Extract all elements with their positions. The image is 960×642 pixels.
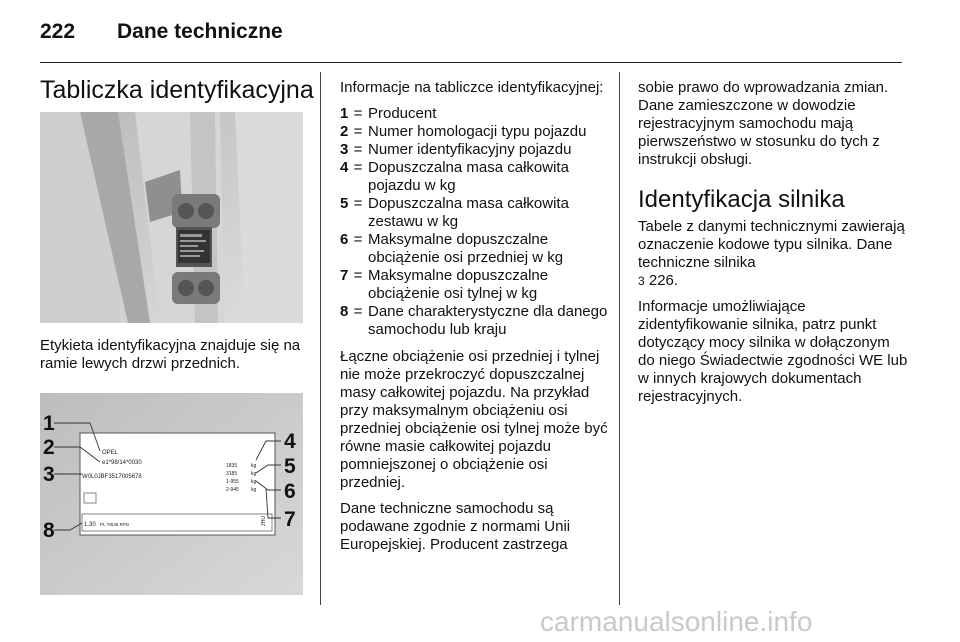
legend-equals: = bbox=[353, 141, 363, 158]
legend-equals: = bbox=[353, 231, 363, 248]
engine-identification-paragraph: Informacje umożliwiające zidentyfikowanie silnika, patrz punkt dotyczący mocy silnika w dołączonym do niego Świadectwie zgodności WE lub w innych krajowych dokumentach rejestracyjnych. bbox=[638, 298, 908, 405]
page-reference-arrow-icon: 3 bbox=[638, 274, 645, 288]
legend-number: 6 bbox=[340, 231, 349, 248]
photo-caption: Etykieta identyfikacyjna znajduje się na ramie lewych drzwi przednich. bbox=[40, 337, 301, 372]
legend-number: 3 bbox=[340, 141, 349, 158]
legend-text: Dane charakterystyczne dla danego samochodu lub kraju bbox=[368, 303, 608, 338]
rights-paragraph: sobie prawo do wprowadzania zmian. Dane zamieszczone w dowodzie rejestracyjnym samochodu mają pierwszeństwo w stosunku do tych z instrukcji obsługi. bbox=[638, 79, 889, 168]
callout-3: 3 bbox=[43, 463, 55, 486]
engine-tables-paragraph bbox=[638, 218, 910, 290]
legend-equals: = bbox=[353, 159, 363, 176]
plate-diagram bbox=[40, 393, 303, 595]
info-intro: Informacje na tabliczce identyfikacyjnej: bbox=[340, 79, 604, 96]
plate-unit-2: kg bbox=[251, 471, 257, 477]
plate-weight-4: 2-945 bbox=[226, 487, 239, 493]
plate-bottom-code: 1.30 bbox=[84, 522, 96, 528]
legend-number: 4 bbox=[340, 159, 349, 176]
engine-section-title: Identyfikacja silnika bbox=[638, 186, 845, 213]
legend-text: Producent bbox=[368, 105, 437, 122]
legend-item bbox=[340, 195, 610, 231]
legend-equals: = bbox=[353, 267, 363, 284]
plate-approval: e1*98/14*0030 bbox=[102, 460, 142, 466]
legend-item bbox=[340, 123, 610, 141]
door-frame-photo bbox=[40, 112, 303, 323]
legend-number: 7 bbox=[340, 267, 349, 284]
plate-maker: OPEL bbox=[102, 450, 119, 456]
legend-item bbox=[340, 141, 610, 159]
watermark: carmanualsonline.info bbox=[540, 606, 813, 637]
plate-side-code: 2HU bbox=[261, 515, 267, 526]
column-2 bbox=[340, 79, 610, 562]
legend-text: Dopuszczalna masa całkowita zestawu w kg bbox=[368, 195, 569, 230]
legend-number: 8 bbox=[340, 303, 349, 320]
legend-text: Maksymalne dopuszczalne obciążenie osi przedniej w kg bbox=[368, 231, 564, 266]
plate-vin: W0L0JBF3517005678 bbox=[82, 474, 142, 480]
plate-weight-3: 1-955 bbox=[226, 479, 239, 485]
legend-item bbox=[340, 303, 610, 339]
legend-item bbox=[340, 159, 610, 195]
column-divider-1 bbox=[320, 72, 321, 605]
page-reference-link[interactable]: 226. bbox=[648, 272, 679, 289]
callout-8: 8 bbox=[43, 519, 55, 542]
legend-number: 5 bbox=[340, 195, 349, 212]
legend-equals: = bbox=[353, 105, 363, 122]
plate-bottom-text: PL *0535 RPD bbox=[100, 522, 130, 527]
axle-load-paragraph: Łączne obciążenie osi przedniej i tylnej nie może przekroczyć dopuszczalnej masy całkowitej pojazdu. Na przykład przy maksymalnym obciążeniu osi przedniej obciążenie osi tylnej może być równe masie całkowitej pojazdu pomniejszonej o obciążenie osi przedniej. bbox=[340, 348, 608, 491]
legend-item bbox=[340, 231, 610, 267]
column-divider-2 bbox=[619, 72, 620, 605]
legend-text: Numer identyfikacyjny pojazdu bbox=[368, 141, 572, 158]
plate-unit-3: kg bbox=[251, 479, 257, 485]
page-header-title: Dane techniczne bbox=[117, 20, 283, 43]
legend-text: Numer homologacji typu pojazdu bbox=[368, 123, 587, 140]
callout-1: 1 bbox=[43, 412, 55, 435]
page-number: 222 bbox=[40, 20, 76, 43]
plate-weight-2: 3185 bbox=[226, 471, 238, 477]
legend-list bbox=[340, 105, 610, 339]
engine-tables-text: Tabele z danymi technicznymi zawierają oznaczenie kodowe typu silnika. Dane techniczne silnika bbox=[638, 218, 905, 271]
plate-weight-1: 1835 bbox=[226, 463, 238, 469]
legend-item bbox=[340, 105, 610, 123]
legend-equals: = bbox=[353, 303, 363, 320]
eu-norms-paragraph: Dane techniczne samochodu są podawane zgodnie z normami Unii Europejskiej. Producent zastrzega bbox=[340, 500, 571, 553]
callout-5: 5 bbox=[284, 455, 296, 478]
legend-equals: = bbox=[353, 195, 363, 212]
plate-unit-1: kg bbox=[251, 463, 257, 469]
callout-4: 4 bbox=[284, 430, 296, 453]
legend-equals: = bbox=[353, 123, 363, 140]
legend-item bbox=[340, 267, 610, 303]
legend-number: 2 bbox=[340, 123, 349, 140]
callout-6: 6 bbox=[284, 480, 296, 503]
header-rule bbox=[40, 62, 902, 63]
callout-2: 2 bbox=[43, 436, 55, 459]
legend-text: Dopuszczalna masa całkowita pojazdu w kg bbox=[368, 159, 569, 194]
legend-text: Maksymalne dopuszczalne obciążenie osi tylnej w kg bbox=[368, 267, 549, 302]
column-3 bbox=[638, 79, 910, 414]
section-title: Tabliczka identyfikacyjna bbox=[40, 76, 314, 104]
legend-number: 1 bbox=[340, 105, 349, 122]
callout-7: 7 bbox=[284, 508, 296, 531]
plate-unit-4: kg bbox=[251, 487, 257, 493]
